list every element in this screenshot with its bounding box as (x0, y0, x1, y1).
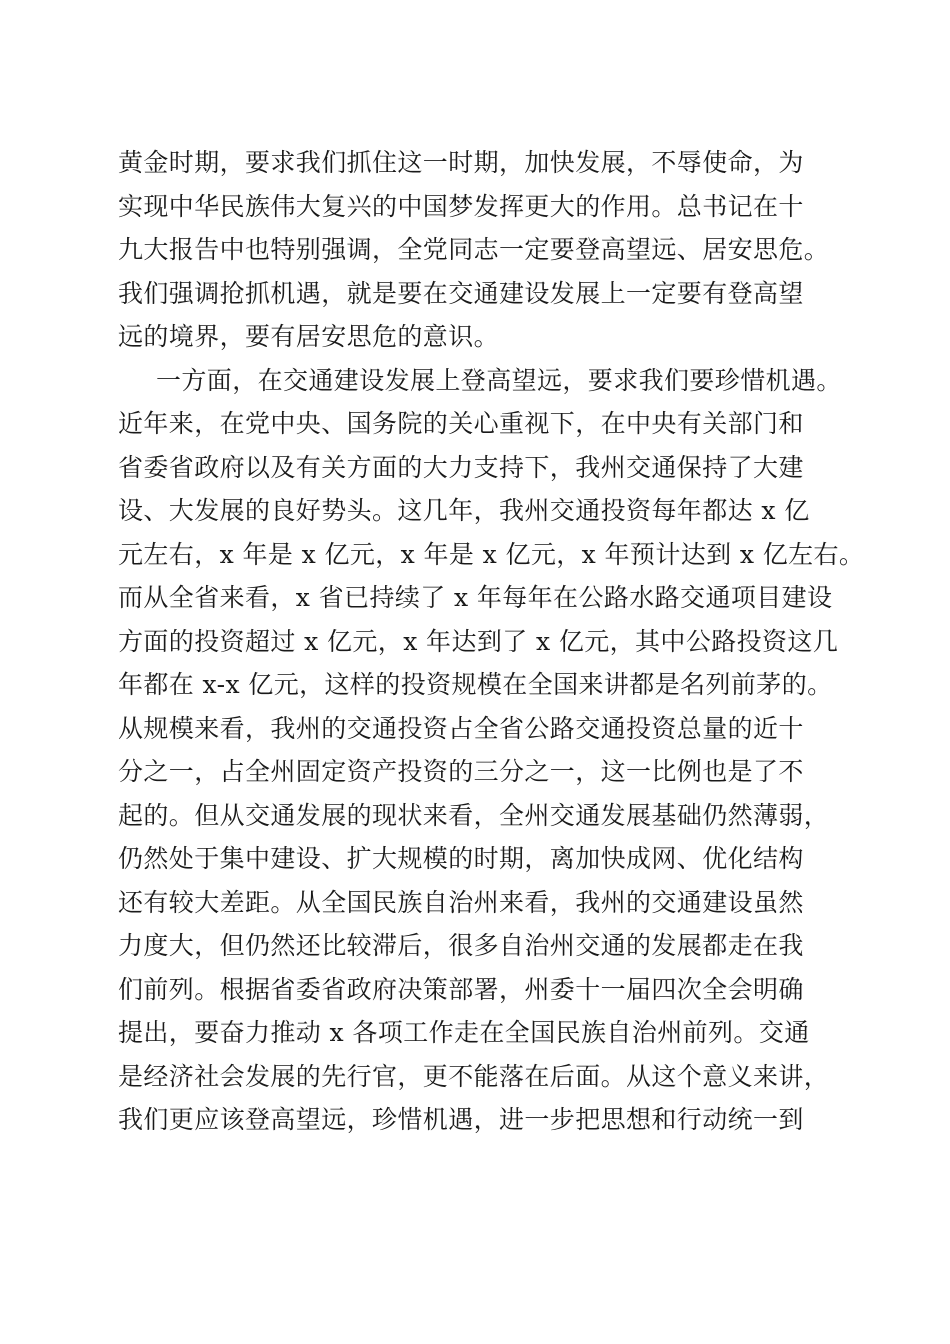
text-line: 从规模来看，我州的交通投资占全省公路交通投资总量的近十 (118, 713, 804, 743)
body-text (118, 141, 865, 1142)
text-line: 省委省政府以及有关方面的大力支持下，我州交通保持了大建 (118, 452, 804, 482)
text-line: 近年来，在党中央、国务院的关心重视下，在中央有关部门和 (118, 409, 804, 438)
text-line: 起的。但从交通发展的现状来看，全州交通发展基础仍然薄弱， (118, 800, 830, 830)
text-line: 年都在 x-x 亿元，这样的投资规模在全国来讲都是名列前茅的。 (118, 670, 833, 699)
text-line: 九大报告中也特别强调，全党同志一定要登高望远、居安思危。 (118, 235, 830, 264)
paragraph-first-line: 一方面，在交通建设发展上登高望远，要求我们要珍惜机遇。 (156, 365, 842, 395)
text-line: 还有较大差距。从全国民族自治州来看，我州的交通建设虽然 (118, 887, 804, 917)
text-line: 黄金时期，要求我们抓住这一时期，加快发展，不辱使命，为 (118, 148, 804, 177)
text-line: 而从全省来看，x 省已持续了 x 年每年在公路水路交通项目建设 (118, 583, 833, 612)
text-line: 设、大发展的良好势头。这几年，我州交通投资每年都达 x 亿 (118, 496, 810, 525)
text-line: 远的境界，要有居安思危的意识。 (118, 322, 500, 351)
text-line: 力度大，但仍然还比较滞后，很多自治州交通的发展都走在我 (118, 931, 804, 960)
text-line: 我们更应该登高望远，珍惜机遇，进一步把思想和行动统一到 (118, 1105, 804, 1134)
text-line: 方面的投资超过 x 亿元，x 年达到了 x 亿元，其中公路投资这几 (118, 626, 839, 656)
text-line: 们前列。根据省委省政府决策部署，州委十一届四次全会明确 (118, 974, 804, 1004)
text-line: 我们强调抢抓机遇，就是要在交通建设发展上一定要有登高望 (118, 278, 804, 308)
text-line: 是经济社会发展的先行官，更不能落在后面。从这个意义来讲， (118, 1061, 830, 1091)
text-line: 实现中华民族伟大复兴的中国梦发挥更大的作用。总书记在十 (118, 191, 804, 221)
text-line: 元左右，x 年是 x 亿元，x 年是 x 亿元，x 年预计达到 x 亿左右。 (118, 539, 865, 569)
text-line: 提出，要奋力推动 x 各项工作走在全国民族自治州前列。交通 (118, 1018, 810, 1047)
text-line: 分之一，占全州固定资产投资的三分之一，这一比例也是了不 (118, 757, 804, 786)
text-line: 仍然处于集中建设、扩大规模的时期，离加快成网、优化结构 (118, 844, 804, 873)
